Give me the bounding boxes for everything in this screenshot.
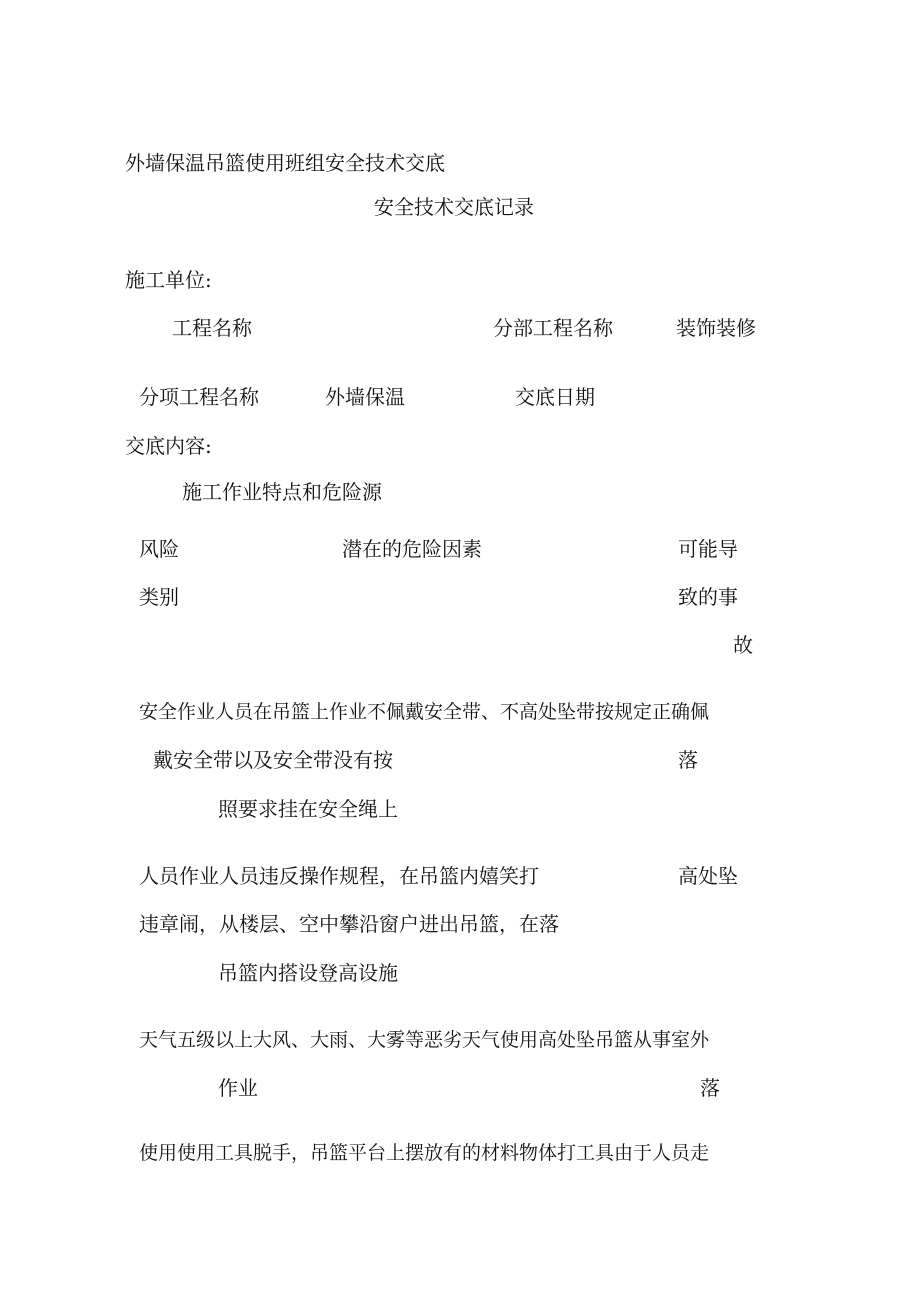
- row-text-line: 违章闹，从楼层、空中攀沿窗户进出吊篮，在落: [139, 912, 559, 936]
- risk-category-header-line1: 风险: [139, 537, 179, 561]
- section-heading: 施工作业特点和危险源: [182, 480, 382, 504]
- row-text-line: 戴安全带以及安全带没有按: [153, 748, 393, 772]
- accident-header-line2: 致的事: [678, 585, 738, 609]
- hazards-header: 潜在的危险因素: [342, 537, 482, 561]
- row-text-line: 人员作业人员违反操作规程，在吊篮内嬉笑打: [139, 864, 539, 888]
- item-project-value: 外墙保温: [325, 385, 405, 409]
- row-text-line: 照要求挂在安全绳上: [218, 797, 398, 821]
- row-text-line: 使用使用工具脱手，吊篮平台上摆放有的材料物体打工具由于人员走: [139, 1142, 710, 1164]
- record-title: 安全技术交底记录: [374, 195, 534, 219]
- row-text-line: 吊篮内搭设登高设施: [218, 961, 398, 985]
- item-project-label: 分项工程名称: [139, 385, 259, 409]
- content-label: 交底内容:: [125, 434, 212, 458]
- row-text-line: 安全作业人员在吊篮上作业不佩戴安全带、不高处坠带按规定正确佩: [139, 701, 710, 723]
- row-accident-text: 落: [678, 748, 698, 772]
- accident-header-line3: 故: [733, 633, 753, 657]
- construction-unit-label: 施工单位:: [125, 268, 212, 292]
- sub-project-value: 装饰装修: [676, 316, 756, 340]
- document-title: 外墙保温吊篮使用班组安全技术交底: [125, 151, 445, 175]
- row-text-line: 天气五级以上大风、大雨、大雾等恶劣天气使用高处坠吊篮从事室外: [139, 1029, 710, 1051]
- project-name-label: 工程名称: [172, 316, 252, 340]
- sub-project-label: 分部工程名称: [493, 316, 613, 340]
- accident-header-line1: 可能导: [678, 537, 738, 561]
- row-accident-text: 落: [700, 1076, 720, 1100]
- row-accident-text: 高处坠: [678, 864, 738, 888]
- date-label: 交底日期: [515, 385, 595, 409]
- risk-category-header-line2: 类别: [139, 585, 179, 609]
- row-text-line: 作业: [218, 1076, 258, 1100]
